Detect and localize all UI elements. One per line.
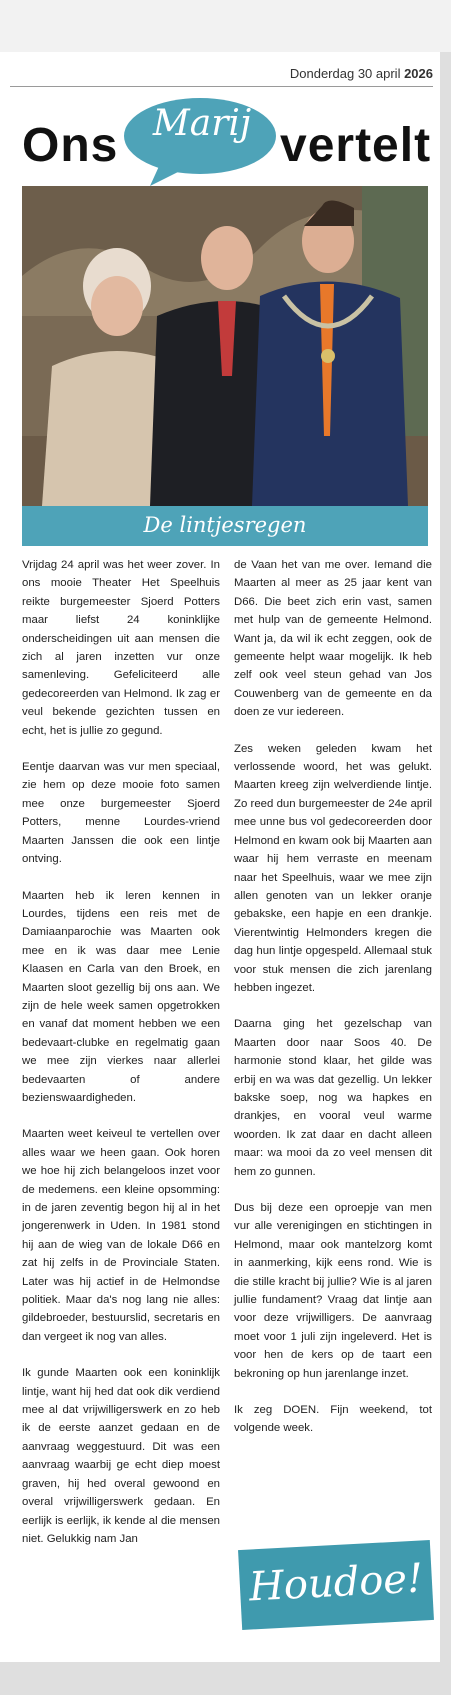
top-strip	[0, 0, 451, 52]
title-ons: Ons	[22, 119, 119, 172]
issue-date-text: Donderdag 30 april	[289, 66, 401, 81]
paragraph: Ik zeg DOEN. Fijn weekend, tot volgende week.	[234, 1404, 432, 1435]
title-vertelt: vertelt	[280, 119, 432, 172]
banner-caption: De lintjesregen	[143, 513, 307, 537]
issue-year: 2026	[404, 66, 433, 81]
paragraph: de Vaan het van me over. Iemand die Maarten al meer as 25 jaar kent van D66. Die beet zich erin vast, samen met hulp van de gemeente Helmond. Want ja, da wil ik echt zeggen, ook de gemeente helpt waar mogelijk. Ik heb zelf ook veel steun gehad van Jos Couwenberg van de gemeente en da doen ze vur iedereen.	[234, 559, 432, 719]
paragraph: Maarten weet keiveul te vertellen over alles waar we heen gaan. Ook horen we hoe hij zich belangeloos inzet voor de medemens. een kleine opsomming: in de jaren zeventig begon hij al in het jongerenwerk in Uden. In 1981 stond hij aan de wieg van de lokale D66 en zat hij zelfs in de Provinciale Staten. Later was hij actief in de Helmondse politiek. Maar da's nog lang nie alles: gildebroeder, bestuurslid, secretaris en dan vergeet ik nog van alles.	[22, 1128, 220, 1343]
section-banner	[22, 506, 428, 546]
paragraph: Eentje daarvan was vur men speciaal, zie hem op deze mooie foto samen mee onze burgemeester Sjoerd Potters, menne Lourdes-vriend Maarten Janssen die ook een lintje ontving.	[22, 761, 220, 866]
article-right-column	[234, 556, 432, 1456]
ceremony-photo	[22, 186, 428, 506]
paragraph: Vrijdag 24 april was het weer zover. In ons mooie Theater Het Speelhuis reikte burgemeester Sjoerd Potters maar liefst 24 koninklijke onderscheidingen uit aan mensen die zich al jaren inzetten vur onze samenleving. Gefeliciteerd alle gedecoreerden van Helmond. Ik zag er veul bekende gezichten tussen en echt, het is jullie zo gegund.	[22, 559, 220, 737]
article-left-column	[22, 556, 220, 1566]
paragraph: Ik gunde Maarten ook een koninklijk lintje, want hij hed dat ook dik verdiend mee al dat vrijwilligerswerk en zo heb ik de eerste aanzet gedaan en de aanvraag weggestuurd. Dit was een aanvraag waarbij ge echt diep moest graven, hij hed overal gewoond en overal vrijwilligerswerk gedaan. En eerlijk is eerlijk, ik kende al die mensen niet. Gelukkig nam Jan	[22, 1367, 220, 1545]
paragraph: Daarna ging het gezelschap van Maarten door naar Soos 40. De harmonie stond klaar, het gilde was erbij en wa was dat gezellig. Un lekker bakske soep, nog wa hapkes en drankjes, en vooral veul warme woorden. Ik zat daar en dacht alleen maar: wa mooi da zo veel mensen dit hem zo gunnen.	[234, 1018, 432, 1178]
issue-date	[290, 66, 433, 81]
title-marij: Marij	[152, 103, 252, 144]
signature-houdoe: Houdoe!	[247, 1555, 425, 1611]
paragraph: Maarten heb ik leren kennen in Lourdes, tijdens een reis met de Damiaanparochie was Maarten ook mee en ik was daar mee Lenie Klaasen en Carla van den Broek, en Maarten sloot gezellig bij ons aan. We zijn de hele week samen opgetrokken en vanaf dat moment hebben we een bedevaart-clubke en regelmatig gaan we mee zijn vierkes naar allerlei bedevaarten of andere bezienswaardigheden.	[22, 889, 220, 1104]
header-rule	[10, 86, 433, 87]
paragraph: Dus bij deze een oproepje van men vur alle verenigingen en stichtingen in Helmond, maar ook mantelzorg komt in aanmerking, kijk eens rond. Wie is die stille kracht bij jullie? Wie is al jaren jullie fundament? Vraag dat lintje aan voor deze vrijwilligers. De aanvraag moet voor 1 juli zijn ingeleverd. Het is voor hen de kers op de taart een bekroning op hun jarenlange inzet.	[234, 1202, 432, 1380]
paragraph: Zes weken geleden kwam het verlossende woord, het was gelukt. Maarten kreeg zijn welverdiende lintje. Zo reed dun burgemeester de 24e april mee unne bus vol gedecoreerden door Helmond en kwam ook bij Maarten aan waar hij hem verraste en meenam naar het Speelhuis, waar we mee zijn allen genoten van un lekker oranje gebakske, een hapje en een drankje. Vierentwintig Helmonders kregen die dag hun lintje opgespeld. Allemaal stuk voor stuk mensen die zich jarenlang hebben ingezet.	[234, 742, 432, 994]
